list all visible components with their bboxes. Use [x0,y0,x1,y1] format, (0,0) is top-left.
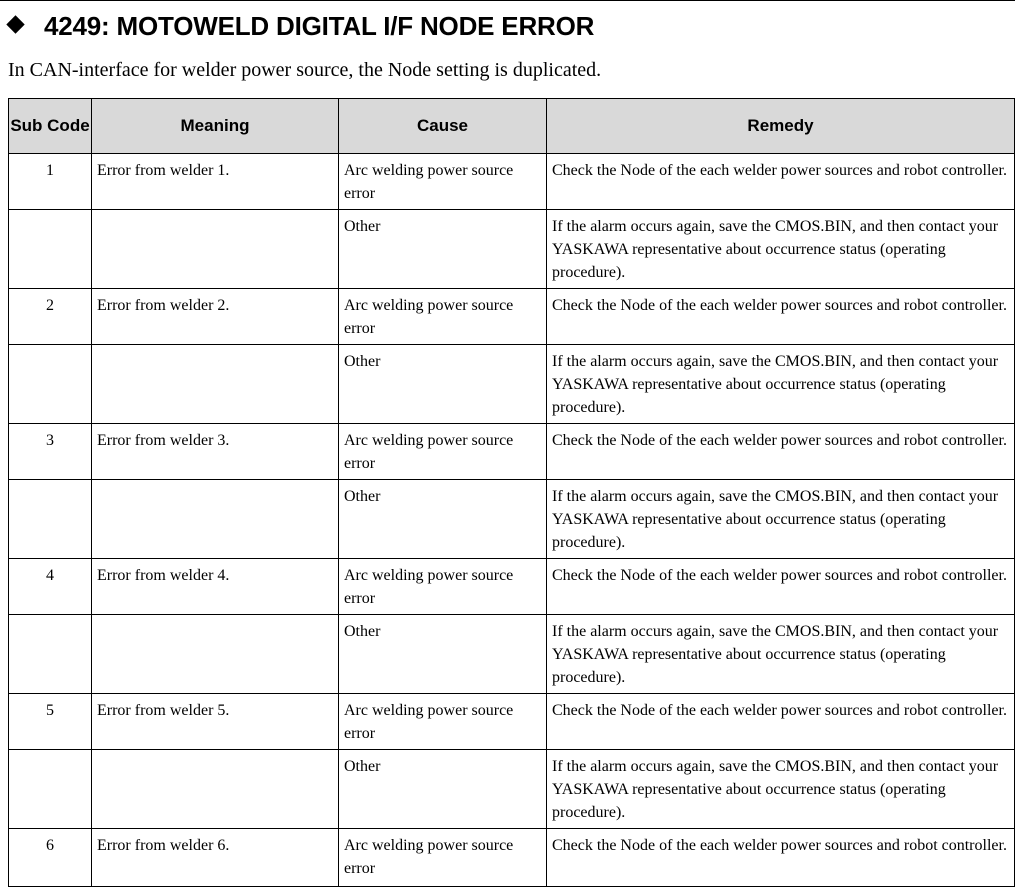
sub-code-cell [9,210,92,289]
column-header-cause: Cause [339,99,547,154]
sub-code-cell [9,750,92,829]
table-row [9,694,1015,750]
remedy-cell: If the alarm occurs again, save the CMOS.BIN, and then contact your YASKAWA representative about occurrence status (operating procedure). [547,750,1015,829]
section-heading [0,0,1015,43]
sub-code-cell: 6 [9,829,92,887]
sub-code-cell [9,615,92,694]
remedy-cell: Check the Node of the each welder power sources and robot controller. [547,694,1015,750]
remedy-cell: Check the Node of the each welder power sources and robot controller. [547,559,1015,615]
remedy-cell: If the alarm occurs again, save the CMOS.BIN, and then contact your YASKAWA representative about occurrence status (operating procedure). [547,345,1015,424]
table-row [9,345,1015,424]
remedy-cell: Check the Node of the each welder power sources and robot controller. [547,829,1015,887]
cause-cell: Other [339,480,547,559]
cause-cell: Other [339,750,547,829]
meaning-cell: Error from welder 4. [92,559,339,615]
table-row [9,289,1015,345]
diamond-bullet-icon [6,15,24,33]
cause-cell: Arc welding power source error [339,694,547,750]
table-row [9,424,1015,480]
meaning-cell [92,210,339,289]
alarm-title: 4249: MOTOWELD DIGITAL I/F NODE ERROR [44,11,595,41]
table-row [9,615,1015,694]
meaning-cell [92,345,339,424]
meaning-cell [92,615,339,694]
remedy-cell: Check the Node of the each welder power sources and robot controller. [547,289,1015,345]
sub-code-cell: 5 [9,694,92,750]
meaning-cell: Error from welder 1. [92,154,339,210]
table-row [9,154,1015,210]
cause-cell: Arc welding power source error [339,829,547,887]
meaning-cell: Error from welder 5. [92,694,339,750]
sub-code-cell: 4 [9,559,92,615]
column-header-sub-code: Sub Code [9,99,92,154]
meaning-cell: Error from welder 2. [92,289,339,345]
cause-cell: Other [339,210,547,289]
meaning-cell [92,480,339,559]
sub-code-cell: 3 [9,424,92,480]
sub-code-cell [9,345,92,424]
table-row [9,480,1015,559]
cause-cell: Arc welding power source error [339,559,547,615]
sub-code-cell: 1 [9,154,92,210]
remedy-cell: Check the Node of the each welder power sources and robot controller. [547,154,1015,210]
alarm-table [8,98,1015,887]
table-row [9,559,1015,615]
meaning-cell: Error from welder 3. [92,424,339,480]
column-header-remedy: Remedy [547,99,1015,154]
cause-cell: Other [339,615,547,694]
sub-code-cell [9,480,92,559]
sub-code-cell: 2 [9,289,92,345]
remedy-cell: Check the Node of the each welder power sources and robot controller. [547,424,1015,480]
table-header-row [9,99,1015,154]
table-row [9,210,1015,289]
remedy-cell: If the alarm occurs again, save the CMOS.BIN, and then contact your YASKAWA representative about occurrence status (operating procedure). [547,210,1015,289]
meaning-cell: Error from welder 6. [92,829,339,887]
alarm-description: In CAN-interface for welder power source, the Node setting is duplicated. [8,59,602,81]
cause-cell: Other [339,345,547,424]
remedy-cell: If the alarm occurs again, save the CMOS.BIN, and then contact your YASKAWA representative about occurrence status (operating procedure). [547,480,1015,559]
table-row [9,829,1015,887]
remedy-cell: If the alarm occurs again, save the CMOS.BIN, and then contact your YASKAWA representative about occurrence status (operating procedure). [547,615,1015,694]
meaning-cell [92,750,339,829]
column-header-meaning: Meaning [92,99,339,154]
table-row [9,750,1015,829]
cause-cell: Arc welding power source error [339,154,547,210]
cause-cell: Arc welding power source error [339,424,547,480]
cause-cell: Arc welding power source error [339,289,547,345]
